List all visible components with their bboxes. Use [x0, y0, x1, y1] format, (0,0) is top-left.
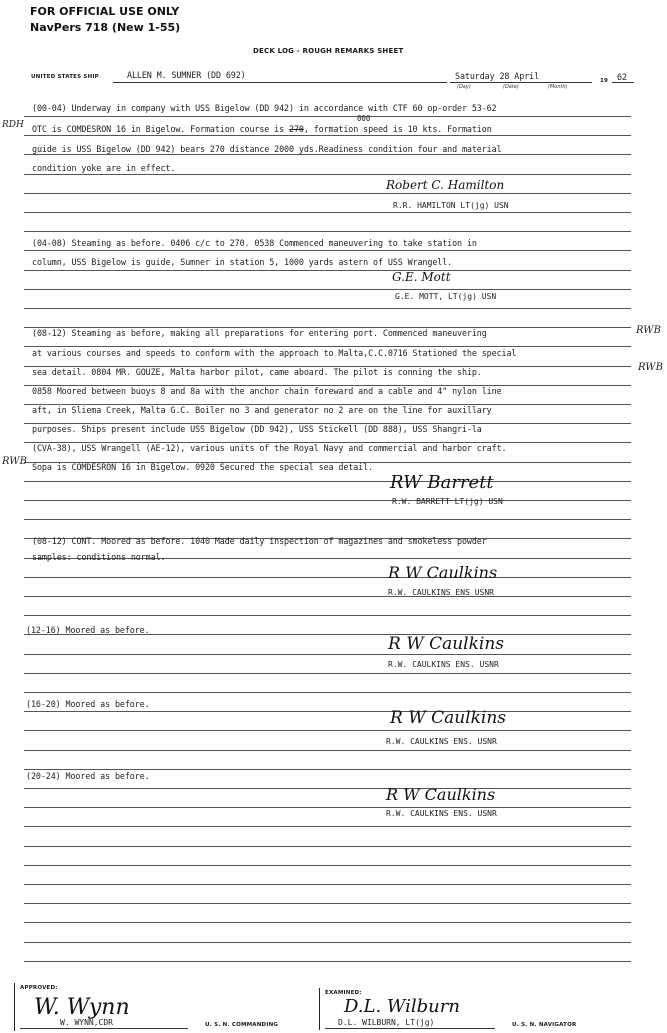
- ruled-line: [24, 596, 631, 597]
- day-label: (Day): [457, 84, 471, 90]
- ruled-line: [24, 577, 631, 578]
- examined-underline: [325, 1028, 495, 1029]
- course-correction: 000: [357, 114, 371, 123]
- watch7-line1: (20-24) Moored as before.: [26, 771, 150, 781]
- margin-initials-rdh: RDH: [2, 120, 24, 130]
- margin-initials-rwb-3: RWB: [2, 456, 27, 467]
- ruled-line: [24, 673, 631, 674]
- ship-underline: [113, 82, 447, 83]
- year-underline: [612, 82, 634, 83]
- margin-initials-rwb-2: RWB: [638, 362, 663, 373]
- classification-label: FOR OFFICIAL USE ONLY: [30, 5, 180, 18]
- ruled-line: [24, 846, 631, 847]
- watch5-line1: (12-16) Moored as before.: [26, 625, 150, 635]
- watch3-line2: at various courses and speeds to conform with the approach to Malta,C.C.0716 Stationed the special: [32, 348, 517, 358]
- date-underline: [450, 82, 592, 83]
- ruled-line: [24, 174, 631, 175]
- date-value: Saturday 28 April: [455, 71, 540, 81]
- watch1-line3: guide is USS Bigelow (DD 942) bears 270 distance 2000 yds.Readiness condition four and material: [32, 144, 502, 154]
- ruled-line: [24, 289, 631, 290]
- approved-signature: W. Wynn: [34, 995, 130, 1020]
- ruled-line: [24, 884, 631, 885]
- ruled-line: [24, 500, 631, 501]
- watch7-signature: R W Caulkins: [386, 785, 496, 804]
- watch3-line3: sea detail. 0804 MR. GOUZE, Malta harbor pilot, came aboard. The pilot is conning the ship.: [32, 367, 482, 377]
- ruled-line: [24, 692, 631, 693]
- ruled-line: [24, 154, 631, 155]
- watch1-line1: (00-04) Underway in company with USS Bigelow (DD 942) in accordance with CTF 60 op-order 53-62: [32, 103, 497, 113]
- sheet-title: DECK LOG - ROUGH REMARKS SHEET: [253, 47, 404, 55]
- ruled-line: [24, 116, 631, 117]
- ruled-line: [24, 826, 631, 827]
- watch4-line2: samples: conditions normal.: [32, 552, 166, 562]
- ruled-line: [24, 481, 631, 482]
- watch2-line2: column, USS Bigelow is guide, Sumner in station 5, 1000 yards astern of USS Wrangell.: [32, 257, 453, 267]
- examined-bracket: [319, 988, 320, 1030]
- watch7-signer: R.W. CAULKINS ENS. USNR: [386, 809, 497, 818]
- ruled-line: [24, 807, 631, 808]
- watch6-line1: (16-20) Moored as before.: [26, 699, 150, 709]
- approved-name: W. WYNN,CDR: [60, 1018, 113, 1027]
- watch2-signature: G.E. Mott: [392, 270, 451, 284]
- approved-label: APPROVED:: [20, 985, 58, 991]
- watch3-signer: R.W. BARRETT LT(jg) USN: [392, 497, 503, 506]
- watch1-line2: [32, 124, 492, 134]
- ruled-line: [24, 212, 631, 213]
- watch3-line5: aft, in Sliema Creek, Malta G.C. Boiler no 3 and generator no 2 are on the line for auxillary: [32, 405, 492, 415]
- watch3-line1: (08-12) Steaming as before, making all preparations for entering port. Commenced maneuvering: [32, 328, 487, 338]
- ruled-line: [24, 730, 631, 731]
- ruled-line: [24, 865, 631, 866]
- ruled-line: [24, 615, 631, 616]
- ruled-line: [24, 308, 631, 309]
- watch3-line6: purposes. Ships present include USS Bigelow (DD 942), USS Stickell (DD 888), USS Shangri-la: [32, 424, 482, 434]
- ruled-line: [24, 346, 631, 347]
- watch3-line4: 0858 Moored between buoys 8 and 8a with the anchor chain foreward and a cable and 4" nylon line: [32, 386, 502, 396]
- year-prefix: 19: [600, 78, 609, 84]
- form-number: NavPers 718 (New 1-55): [30, 21, 181, 34]
- watch5-signature: R W Caulkins: [388, 634, 505, 654]
- examined-signature: D.L. Wilburn: [344, 996, 460, 1017]
- watch4-signature: R W Caulkins: [388, 563, 498, 582]
- examined-label: EXAMINED:: [325, 990, 362, 996]
- ruled-line: [24, 519, 631, 520]
- navigator-label: U. S. N. NAVIGATOR: [512, 1022, 577, 1028]
- course-strike: 270: [289, 124, 304, 134]
- approved-underline: [20, 1028, 188, 1029]
- watch5-signer: R.W. CAULKINS ENS. USNR: [388, 660, 499, 669]
- ship-label: UNITED STATES SHIP: [31, 74, 99, 80]
- ruled-line: [24, 135, 631, 136]
- watch3-line7: (CVA-38), USS Wrangell (AE-12), various units of the Royal Navy and commercial and harbor craft.: [32, 443, 507, 453]
- watch6-signature: R W Caulkins: [390, 708, 507, 728]
- ruled-line: [24, 231, 631, 232]
- ruled-line: [24, 903, 631, 904]
- ship-name: ALLEN M. SUMNER (DD 692): [127, 70, 246, 80]
- approved-bracket: [14, 983, 15, 1031]
- watch2-signer: G.E. MOTT, LT(jg) USN: [395, 292, 497, 301]
- date-label: (Date): [503, 84, 519, 90]
- margin-initials-rwb-1: RWB: [636, 325, 661, 336]
- month-label: (Month): [548, 84, 568, 90]
- watch1-line2-b: , formation speed is 10 kts. Formation: [303, 124, 492, 134]
- ruled-line: [24, 654, 631, 655]
- watch1-line4: condition yoke are in effect.: [32, 163, 176, 173]
- watch4-signer: R.W. CAULKINS ENS USNR: [388, 588, 494, 597]
- watch1-signature: Robert C. Hamilton: [386, 178, 505, 192]
- ruled-line: [24, 270, 631, 271]
- ruled-line: [24, 961, 631, 962]
- ruled-line: [24, 193, 631, 194]
- watch3-line8: Sopa is COMDESRON 16 in Bigelow. 0920 Secured the special sea detail.: [32, 462, 374, 472]
- watch2-line1: (04-08) Steaming as before. 0406 c/c to 270. 0538 Commenced maneuvering to take station in: [32, 238, 477, 248]
- watch1-line2-a: OTC is COMDESRON 16 in Bigelow. Formation course is: [32, 124, 289, 134]
- watch4-line1: (08-12) CONT. Moored as before. 1040 Made daily inspection of magazines and smokeless powder: [32, 536, 487, 546]
- ruled-line: [24, 711, 631, 712]
- year-value: 62: [617, 72, 627, 82]
- ruled-line: [24, 788, 631, 789]
- ruled-line: [24, 750, 631, 751]
- ruled-line: [24, 250, 631, 251]
- ruled-line: [24, 942, 631, 943]
- examined-name: D.L. WILBURN, LT(jg): [338, 1018, 435, 1027]
- ruled-line: [24, 922, 631, 923]
- watch6-signer: R.W. CAULKINS ENS. USNR: [386, 737, 497, 746]
- commanding-label: U. S. N. COMMANDING: [205, 1022, 279, 1028]
- watch1-signer: R.R. HAMILTON LT(jg) USN: [393, 201, 509, 210]
- watch3-signature: RW Barrett: [390, 472, 494, 493]
- ruled-line: [24, 769, 631, 770]
